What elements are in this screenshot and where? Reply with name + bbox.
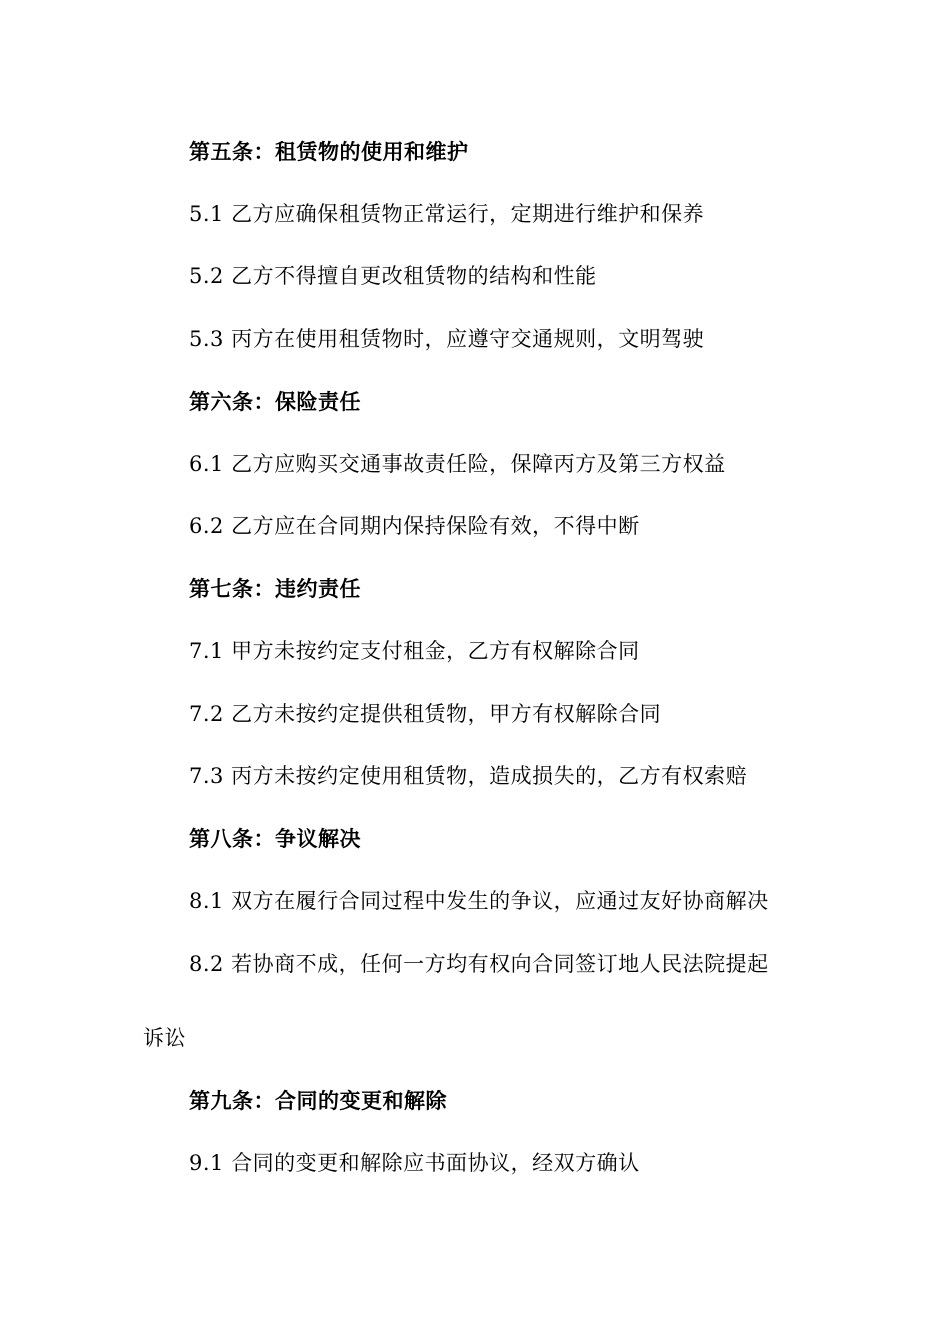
clause-7-1: 7.1 甲方未按约定支付租金，乙方有权解除合同: [189, 639, 640, 663]
clause-8-2: 8.2 若协商不成，任何一方均有权向合同签订地人民法院提起: [189, 952, 769, 976]
section-heading-9: 第九条：合同的变更和解除: [189, 1089, 447, 1113]
section-heading-7: 第七条：违约责任: [189, 577, 361, 601]
clause-5-1: 5.1 乙方应确保租赁物正常运行，定期进行维护和保养: [189, 202, 705, 226]
clause-5-3: 5.3 丙方在使用租赁物时，应遵守交通规则，文明驾驶: [189, 327, 705, 351]
section-heading-5: 第五条：租赁物的使用和维护: [189, 140, 469, 164]
clause-8-1: 8.1 双方在履行合同过程中发生的争议，应通过友好协商解决: [189, 889, 769, 913]
clause-9-1: 9.1 合同的变更和解除应书面协议，经双方确认: [189, 1151, 640, 1175]
section-heading-6: 第六条：保险责任: [189, 390, 361, 414]
clause-7-2: 7.2 乙方未按约定提供租赁物，甲方有权解除合同: [189, 702, 662, 726]
section-heading-8: 第八条：争议解决: [189, 827, 361, 851]
clause-6-1: 6.1 乙方应购买交通事故责任险，保障丙方及第三方权益: [189, 452, 726, 476]
clause-8-2-continuation: 诉讼: [143, 1026, 186, 1050]
clause-6-2: 6.2 乙方应在合同期内保持保险有效，不得中断: [189, 514, 640, 538]
clause-5-2: 5.2 乙方不得擅自更改租赁物的结构和性能: [189, 264, 597, 288]
clause-7-3: 7.3 丙方未按约定使用租赁物，造成损失的，乙方有权索赔: [189, 764, 748, 788]
